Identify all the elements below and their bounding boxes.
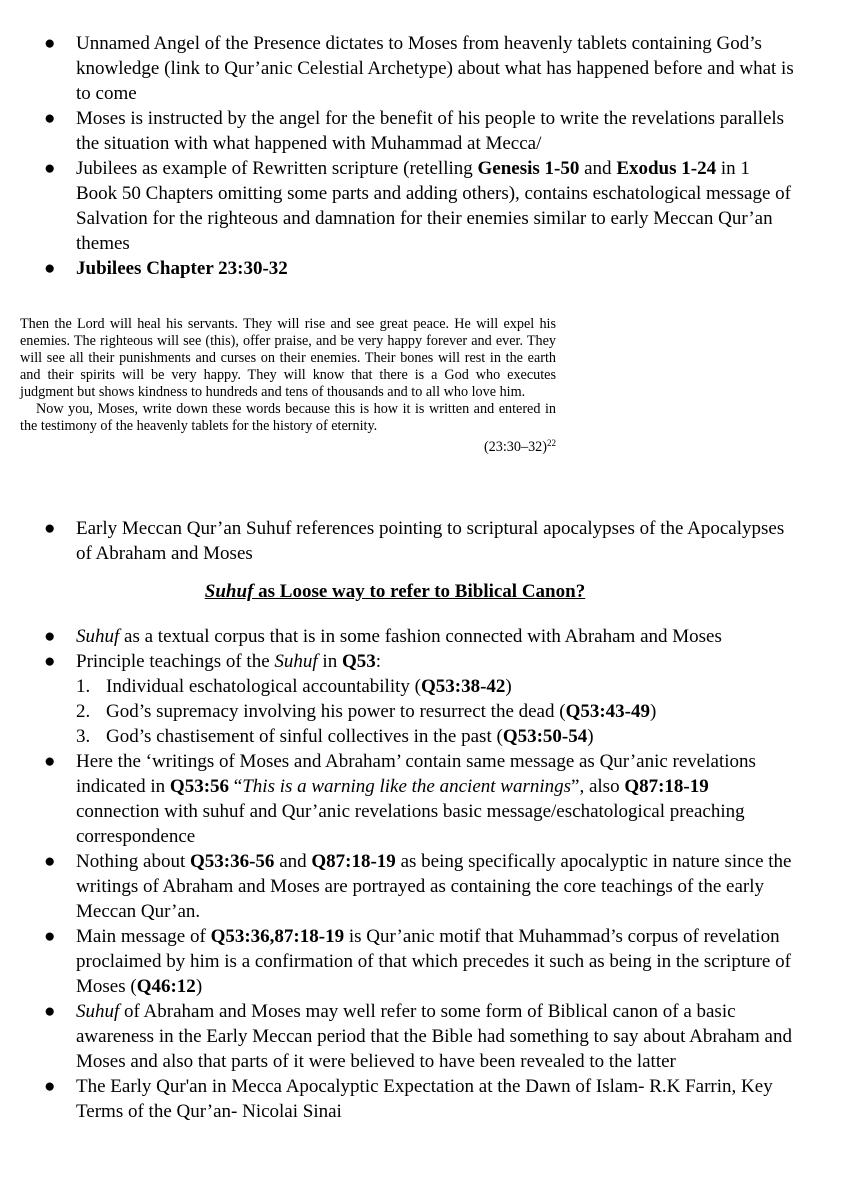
list-item <box>0 256 855 281</box>
bullet-list-bottom <box>0 624 855 1124</box>
footnote-marker: 22 <box>547 438 556 448</box>
bullet-text: and <box>579 158 617 179</box>
item-number: 2. <box>76 701 91 722</box>
quote-citation <box>20 435 556 456</box>
item-reference: Q53:50-54 <box>502 726 588 747</box>
bullet-text: Here the ‘writings of Moses and Abraham’ contain same message as Qur’anic revelations indicated in <box>76 751 756 797</box>
bullet-text: Moses is instructed by the angel for the benefit of his people to write the revelations parallels the situation with what happened with Muhammad at Mecca/ <box>76 108 785 154</box>
bullet-text: connection with suhuf and Qur’anic revelations basic message/eschatological preaching correspondence <box>76 801 745 847</box>
reference-combined: Q53:36,87:18-19 <box>210 926 345 947</box>
reference-q53-56: Q53:56 <box>169 776 230 797</box>
bullet-text: “ <box>229 776 243 797</box>
quote-paragraph-1: Then the Lord will heal his servants. They will rise and see great peace. He will expel his enemies. The righteous will see (this), offer praise, and be very happy forever and ever. They will see all their punishments and curses on their enemies. Their bones will rest in the earth and their spirits will be very happy. They will know that there is a God who executes judgment but shows kindness to hundreds and tens of thousands and to all who love him. <box>20 316 556 400</box>
heading-text: as Loose way to refer to Biblical Canon? <box>253 581 586 602</box>
item-text-end: ) <box>505 676 512 697</box>
bullet-icon: ● <box>44 33 56 54</box>
citation-text: (23:30–32) <box>483 439 547 455</box>
reference-genesis: Genesis 1-50 <box>477 158 580 179</box>
list-item <box>0 1074 855 1124</box>
list-item <box>0 31 855 106</box>
suhuf-term: Suhuf <box>76 626 120 647</box>
reference-q87: Q87:18-19 <box>311 851 396 872</box>
heading-italic: Suhuf <box>204 581 254 602</box>
reference-q53-range: Q53:36-56 <box>190 851 275 872</box>
bullet-text: Early Meccan Qur’an Suhuf references pointing to scriptural apocalypses of the Apocalypses of Abraham and Moses <box>76 518 785 564</box>
bullet-text: and <box>274 851 312 872</box>
reference-q46: Q46:12 <box>136 976 196 997</box>
bullet-text: of Abraham and Moses may well refer to some form of Biblical canon of a basic awareness in the Early Meccan period that the Bible had something to say about Abraham and Moses and also that parts of it were believed to have been revealed to the latter <box>76 1001 792 1072</box>
section-heading <box>0 581 790 603</box>
item-text-end: ) <box>587 726 594 747</box>
reference-q53: Q53 <box>341 651 376 672</box>
bullet-text: as a textual corpus that is in some fashion connected with Abraham and Moses <box>119 626 722 647</box>
item-number: 1. <box>76 676 91 697</box>
suhuf-term: Suhuf <box>76 1001 120 1022</box>
suhuf-term: Suhuf <box>274 651 318 672</box>
list-item <box>0 999 855 1074</box>
item-number: 3. <box>76 726 91 747</box>
item-text: God’s supremacy involving his power to resurrect the dead ( <box>106 701 566 722</box>
numbered-item <box>0 724 855 749</box>
reference-exodus: Exodus 1-24 <box>616 158 717 179</box>
item-reference: Q53:43-49 <box>565 701 651 722</box>
bullet-icon: ● <box>44 158 56 179</box>
item-text-end: ) <box>650 701 657 722</box>
bullet-icon: ● <box>44 518 56 539</box>
bullet-icon: ● <box>44 258 56 279</box>
bullet-text: Main message of <box>76 926 211 947</box>
bullet-list-middle <box>0 516 855 566</box>
bullet-text: ) <box>195 976 203 997</box>
list-item <box>0 924 855 999</box>
list-item <box>0 106 855 156</box>
numbered-list <box>0 674 855 749</box>
bullet-text: in 1 Book 50 Chapters omitting some parts and adding others), contains eschatological message of Salvation for the righteous and damnation for their enemies similar to early Meccan Qur’an themes <box>76 158 791 254</box>
bullet-icon: ● <box>44 851 56 872</box>
numbered-item <box>0 699 855 724</box>
bullet-icon: ● <box>44 751 56 772</box>
item-text: God’s chastisement of sinful collectives in the past ( <box>106 726 503 747</box>
list-item <box>0 156 855 256</box>
bullet-text: Unnamed Angel of the Presence dictates to Moses from heavenly tablets containing God’s knowledge (link to Qur’anic Celestial Archetype) about what has happened before and what is to come <box>76 33 794 104</box>
bullet-icon: ● <box>44 1076 56 1097</box>
list-item <box>0 649 855 674</box>
bullet-text: ”, also <box>571 776 625 797</box>
item-text: Individual eschatological accountability ( <box>106 676 421 697</box>
bullet-icon: ● <box>44 1001 56 1022</box>
bullet-icon: ● <box>44 926 56 947</box>
list-item <box>0 516 855 566</box>
list-item <box>0 624 855 649</box>
bullet-text: is Qur’anic motif that Muhammad’s corpus of revelation proclaimed by him is a confirmation of that which precedes it such as being in the scripture of Moses ( <box>76 926 791 997</box>
bullet-icon: ● <box>44 626 56 647</box>
jubilees-chapter-label: Jubilees Chapter 23:30-32 <box>76 258 288 279</box>
bullet-icon: ● <box>44 651 56 672</box>
bullet-text: : <box>375 651 382 672</box>
bullet-text: Jubilees as example of Rewritten scripture (retelling <box>76 158 478 179</box>
bullet-text: in <box>317 651 342 672</box>
bullet-text: Principle teachings of the <box>76 651 275 672</box>
bullet-list-top <box>0 31 855 281</box>
quote-paragraph-2: Now you, Moses, write down these words because this is how it is written and entered in the testimony of the heavenly tablets for the history of eternity. <box>20 401 556 434</box>
bullet-text: Nothing about <box>76 851 190 872</box>
quoted-warning: This is a warning like the ancient warnings <box>242 776 572 797</box>
list-item <box>0 749 855 849</box>
bullet-text: as being specifically apocalyptic in nature since the writings of Abraham and Moses are portrayed as containing the core teachings of the early Meccan Qur’an. <box>76 851 792 922</box>
numbered-item <box>0 674 855 699</box>
bullet-text: The Early Qur'an in Mecca Apocalyptic Expectation at the Dawn of Islam- R.K Farrin, Key Terms of the Qur’an- Nicolai Sinai <box>76 1076 773 1122</box>
bullet-icon: ● <box>44 108 56 129</box>
jubilees-quote-block <box>20 316 556 456</box>
list-item <box>0 849 855 924</box>
item-reference: Q53:38-42 <box>420 676 506 697</box>
numbered-list-container <box>0 674 855 749</box>
reference-q87: Q87:18-19 <box>624 776 709 797</box>
